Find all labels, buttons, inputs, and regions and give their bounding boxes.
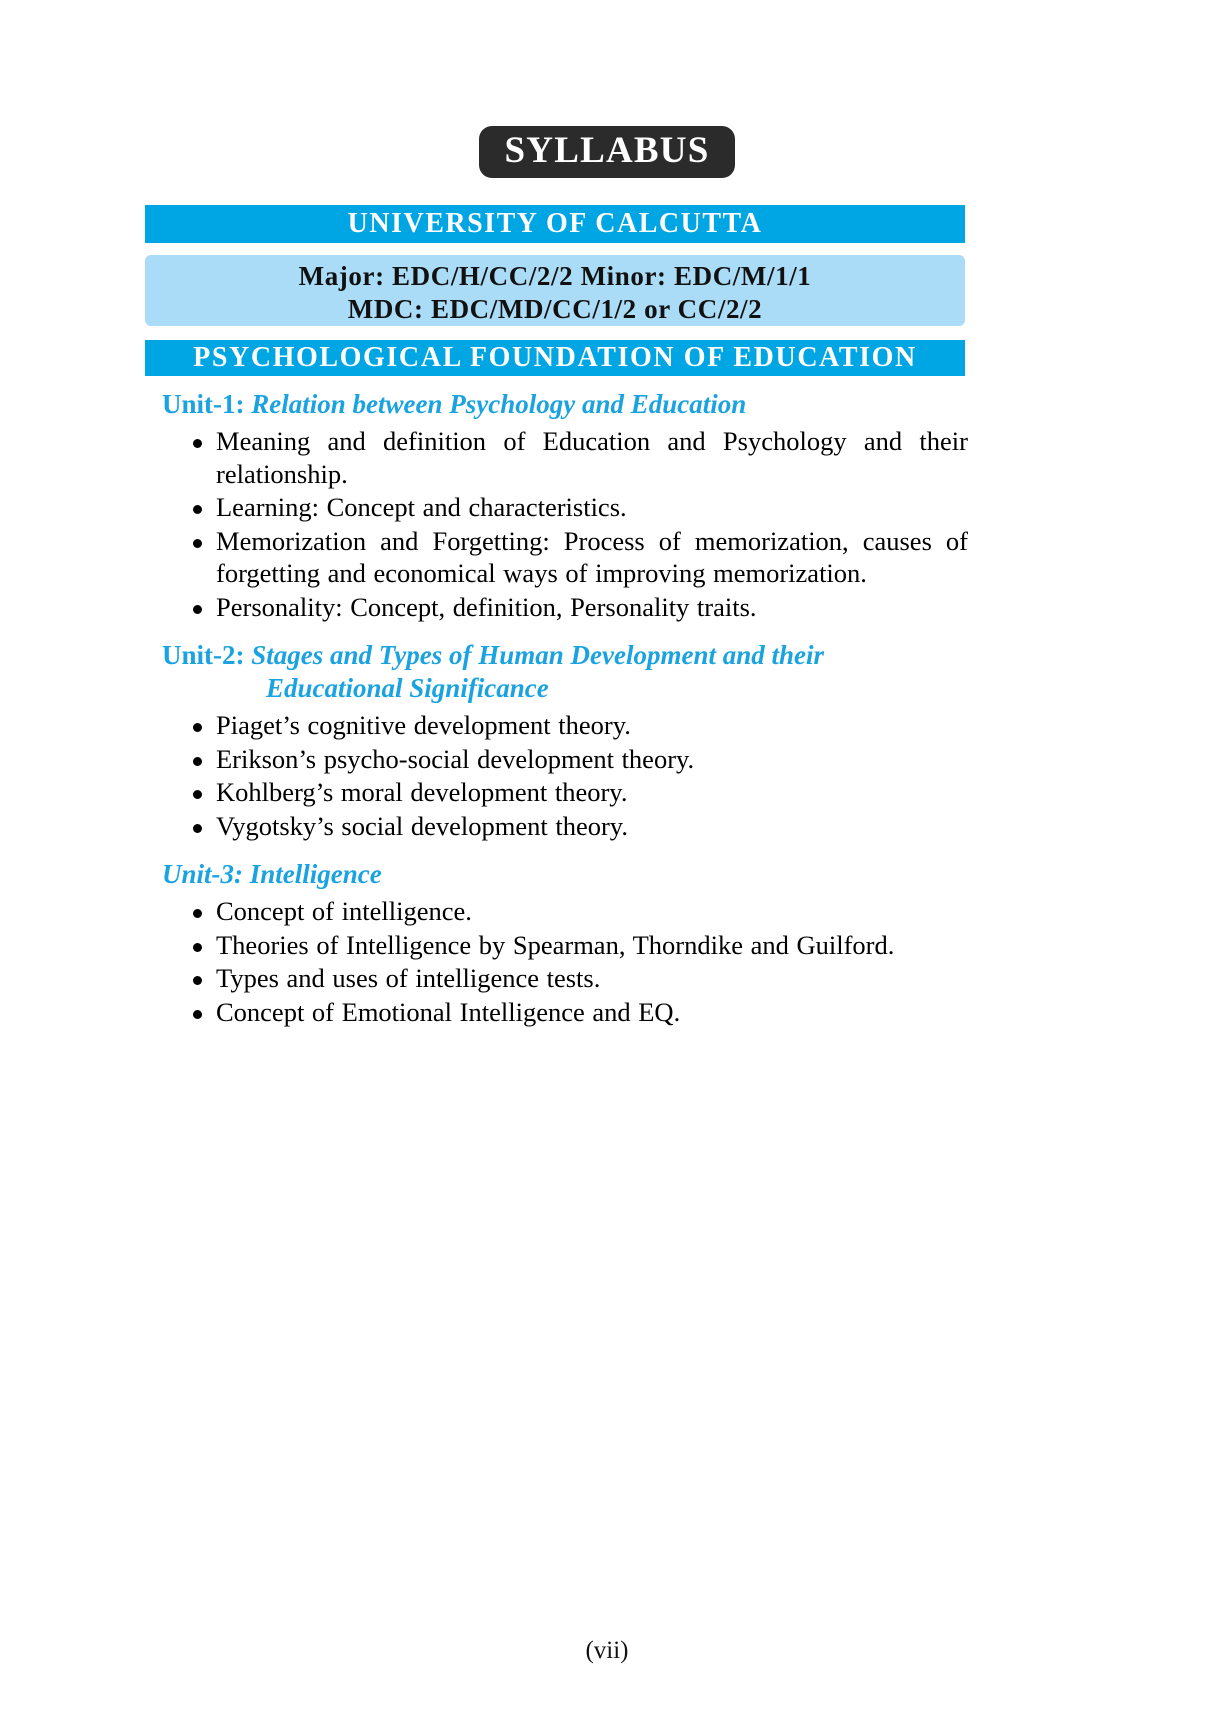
list-item: Types and uses of intelligence tests. — [160, 962, 968, 995]
list-item: Vygotsky’s social development theory. — [160, 810, 968, 843]
subject-banner: PSYCHOLOGICAL FOUNDATION OF EDUCATION — [145, 340, 965, 376]
unit-section-2 — [160, 639, 968, 842]
list-item: Piaget’s cognitive development theory. — [160, 709, 968, 742]
list-item: Personality: Concept, definition, Personality traits. — [160, 591, 968, 624]
unit-2-heading — [160, 639, 968, 705]
unit-2-title-line-1: Stages and Types of Human Development and their — [251, 640, 824, 670]
course-code-line-mdc: MDC: EDC/MD/CC/1/2 or CC/2/2 — [347, 294, 763, 324]
list-item: Meaning and definition of Education and Psychology and their relationship. — [160, 425, 968, 490]
unit-3-title: Intelligence — [249, 859, 382, 889]
unit-1-heading — [160, 388, 968, 421]
unit-1-label: Unit-1: — [162, 389, 245, 419]
list-item: Concept of intelligence. — [160, 895, 968, 928]
list-item: Erikson’s psycho-social development theory. — [160, 743, 968, 776]
university-banner: UNIVERSITY OF CALCUTTA — [145, 205, 965, 243]
list-item: Learning: Concept and characteristics. — [160, 491, 968, 524]
list-item: Kohlberg’s moral development theory. — [160, 776, 968, 809]
list-item: Theories of Intelligence by Spearman, Thorndike and Guilford. — [160, 929, 968, 962]
unit-2-bullet-list — [160, 709, 968, 842]
unit-1-bullet-list — [160, 425, 968, 623]
unit-3-label: Unit-3: — [162, 859, 243, 889]
course-code-line-major-minor: Major: EDC/H/CC/2/2 Minor: EDC/M/1/1 — [298, 261, 812, 291]
list-item: Concept of Emotional Intelligence and EQ. — [160, 996, 968, 1029]
unit-2-label: Unit-2: — [162, 640, 245, 670]
syllabus-badge: SYLLABUS — [479, 126, 736, 178]
unit-section-1 — [160, 388, 968, 623]
unit-3-bullet-list — [160, 895, 968, 1028]
unit-3-heading — [160, 858, 968, 891]
list-item: Memorization and Forgetting: Process of memorization, causes of forgetting and economical ways of improving memorization. — [160, 525, 968, 590]
syllabus-content — [160, 388, 968, 1044]
page-number: (vii) — [585, 1637, 629, 1664]
unit-2-title-line-2: Educational Significance — [266, 673, 549, 703]
syllabus-badge-row — [0, 126, 1214, 178]
unit-1-title: Relation between Psychology and Education — [251, 389, 747, 419]
unit-section-3 — [160, 858, 968, 1028]
course-code-panel — [145, 255, 965, 326]
